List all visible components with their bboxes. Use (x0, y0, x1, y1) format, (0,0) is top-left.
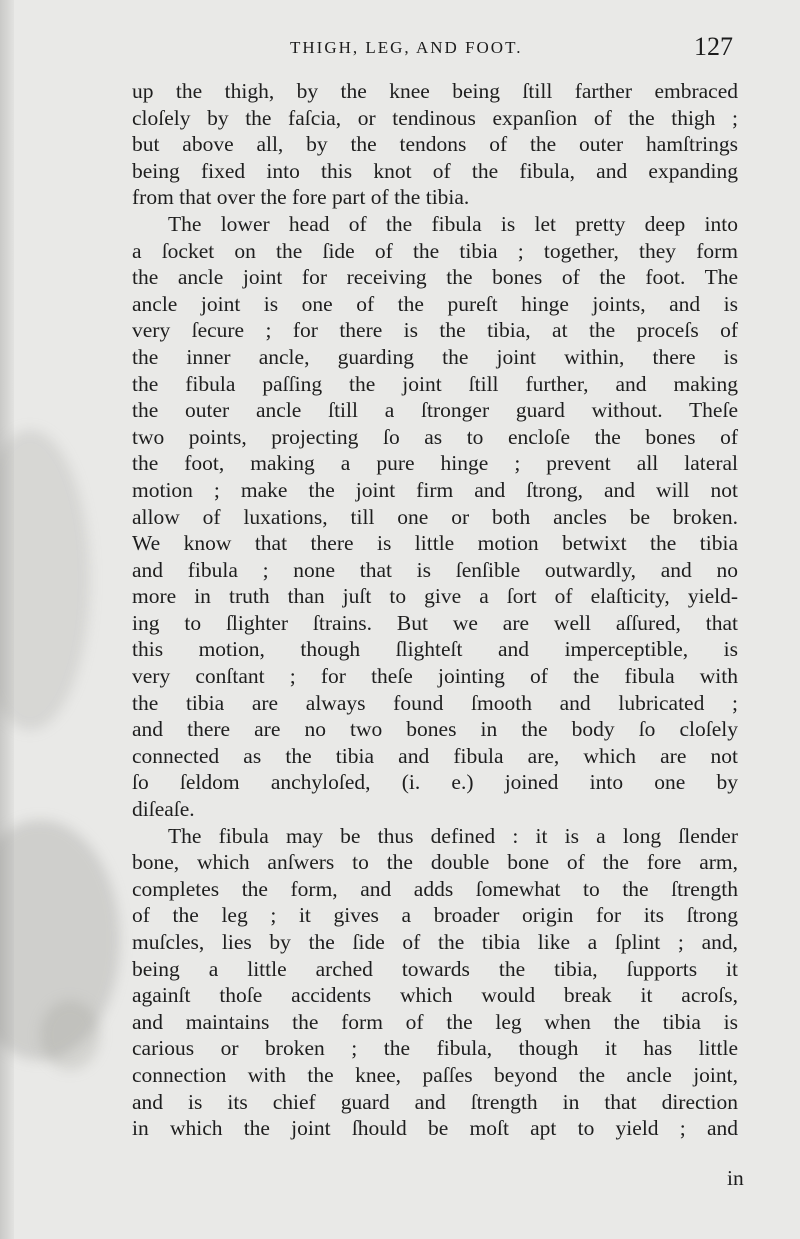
text-line: but above all, by the tendons of the outer hamſtrings (132, 132, 738, 157)
water-stain (40, 1000, 100, 1070)
running-head: THIGH, LEG, AND FOOT. (290, 38, 523, 57)
text-line: of the leg ; it gives a broader origin for its ſtrong (132, 903, 738, 928)
text-line: cloſely by the faſcia, or tendinous expanſion of the thigh ; (132, 105, 738, 130)
text-line: up the thigh, by the knee being ſtill farther embraced (132, 79, 738, 103)
text-line: the fibula paſſing the joint ſtill further, and making (132, 371, 738, 396)
text-line: The fibula may be thus defined : it is a long ſlender (168, 823, 738, 848)
text-line: allow of luxations, till one or both ancles be broken. (132, 504, 738, 529)
text-line: the foot, making a pure hinge ; prevent all lateral (132, 451, 738, 476)
text-line: and maintains the form of the leg when the tibia is (132, 1009, 738, 1034)
text-line: muſcles, lies by the ſide of the tibia like a ſplint ; and, (132, 930, 738, 954)
text-line: and fibula ; none that is ſenſible outwardly, and no (132, 557, 738, 582)
text-line: motion ; make the joint firm and ſtrong, and will not (132, 477, 738, 502)
text-line: from that over the fore part of the tibia. (132, 185, 470, 210)
text-line: We know that there is little motion betwixt the tibia (132, 531, 738, 556)
text-line: very conſtant ; for theſe jointing of the fibula with (132, 664, 738, 689)
text-line: being a little arched towards the tibia, ſupports it (132, 956, 738, 981)
text-line: the outer ancle ſtill a ſtronger guard without. Theſe (132, 398, 738, 423)
text-line: ancle joint is one of the pureſt hinge joints, and is (132, 291, 738, 316)
page-header (0, 32, 800, 76)
text-line: connection with the knee, paſſes beyond the ancle joint, (132, 1062, 738, 1087)
text-line: and is its chief guard and ſtrength in that direction (132, 1089, 738, 1114)
catchword: in (727, 1166, 744, 1190)
text-line: ing to ſlighter ſtrains. But we are well aſſured, that (132, 610, 738, 635)
body-text (132, 78, 738, 1142)
text-line: connected as the tibia and fibula are, which are not (132, 743, 738, 768)
text-line: bone, which anſwers to the double bone of the fore arm, (132, 850, 738, 875)
text-line: diſeaſe. (132, 797, 195, 822)
text-line: being fixed into this knot of the fibula, and expanding (132, 158, 738, 183)
text-line: the tibia are always found ſmooth and lubricated ; (132, 690, 738, 715)
text-line: and there are no two bones in the body ſo cloſely (132, 717, 738, 742)
text-line: in which the joint ſhould be moſt apt to yield ; and (132, 1116, 738, 1141)
text-line: completes the form, and adds ſomewhat to the ſtrength (132, 876, 738, 901)
text-line: The lower head of the fibula is let pretty deep into (168, 211, 738, 236)
text-line: ſo ſeldom anchyloſed, (i. e.) joined into one by (132, 770, 738, 795)
text-line: more in truth than juſt to give a ſort of elaſticity, yield- (132, 584, 738, 609)
text-line: the inner ancle, guarding the joint within, there is (132, 344, 738, 369)
page-number: 127 (694, 32, 733, 61)
water-stain (0, 430, 90, 730)
text-line: the ancle joint for receiving the bones of the foot. The (132, 265, 738, 290)
text-line: againſt thoſe accidents which would break it acroſs, (132, 983, 738, 1008)
text-line: carious or broken ; the fibula, though it has little (132, 1036, 738, 1061)
text-line: a ſocket on the ſide of the tibia ; together, they form (132, 238, 738, 263)
text-line: two points, projecting ſo as to encloſe the bones of (132, 424, 738, 449)
text-line: very ſecure ; for there is the tibia, at the proceſs of (132, 318, 738, 343)
text-line: this motion, though ſlighteſt and imperceptible, is (132, 637, 738, 662)
